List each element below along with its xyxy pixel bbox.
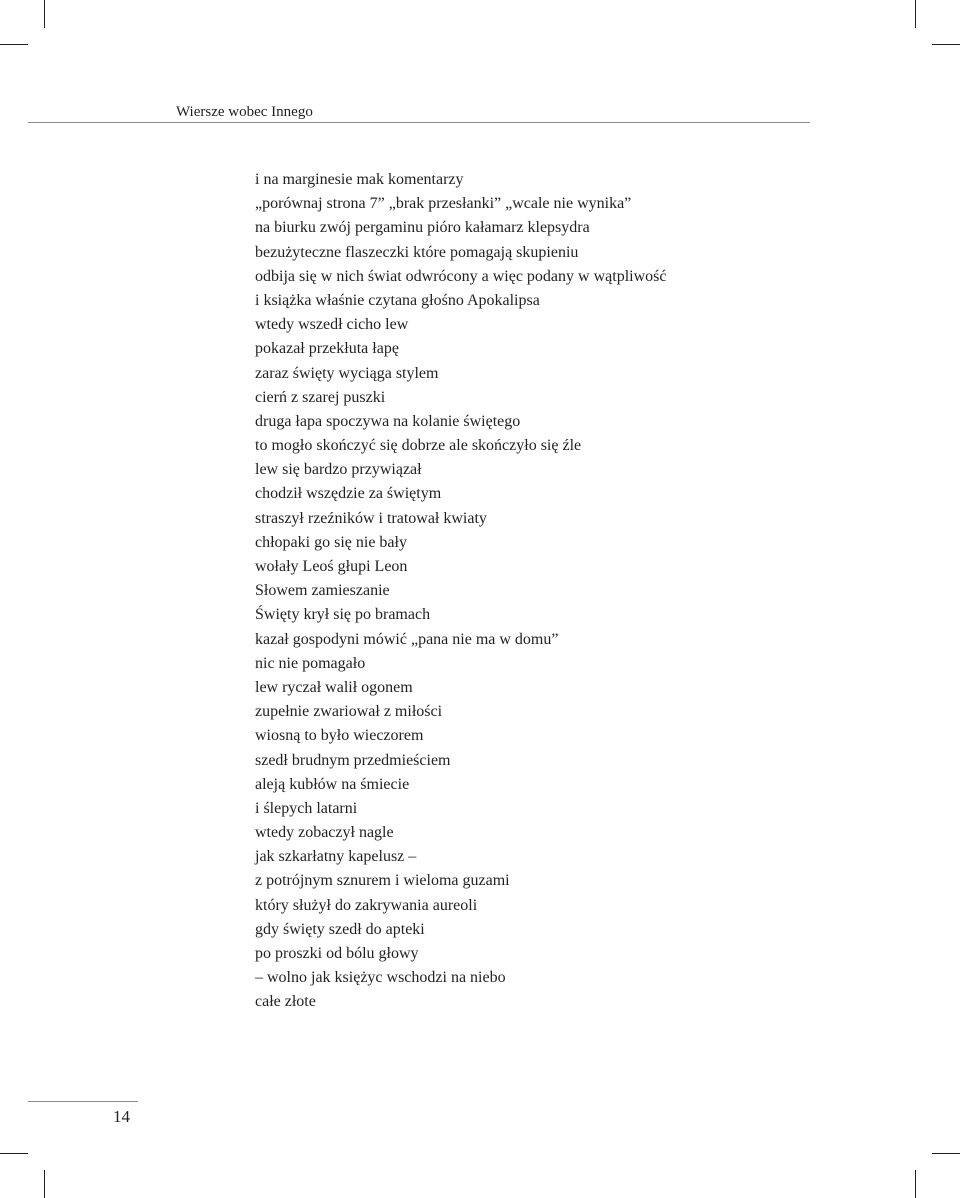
poem-line: i książka właśnie czytana głośno Apokalipsa bbox=[255, 291, 540, 309]
poem-line: z potrójnym sznurem i wieloma guzami bbox=[255, 872, 510, 890]
poem-line: wtedy zobaczył nagle bbox=[255, 824, 394, 842]
poem-line: to mogło skończyć się dobrze ale skończyło się źle bbox=[255, 437, 582, 455]
poem-line: Święty krył się po bramach bbox=[255, 606, 431, 624]
poem-line: lew ryczał walił ogonem bbox=[255, 678, 413, 696]
poem-line: jak szkarłatny kapelusz – bbox=[255, 848, 417, 866]
poem-line: po proszki od bólu głowy bbox=[255, 945, 419, 962]
poem-line: bezużyteczne flaszeczki które pomagają skupieniu bbox=[255, 243, 579, 261]
poem-line: całe złote bbox=[255, 993, 316, 1011]
poem-line: wołały Leoś głupi Leon bbox=[255, 558, 408, 575]
running-head: Wiersze wobec Innego bbox=[176, 104, 313, 120]
header-rule bbox=[28, 122, 810, 123]
poem-line: na biurku zwój pergaminu pióro kałamarz klepsydra bbox=[255, 219, 590, 237]
crop-mark-top-left-vertical bbox=[44, 0, 45, 28]
crop-mark-bottom-right-horizontal bbox=[932, 1153, 960, 1154]
crop-mark-bottom-right-vertical bbox=[915, 1170, 916, 1198]
poem-line: i ślepych latarni bbox=[255, 799, 358, 817]
poem-line: kazał gospodyni mówić „pana nie ma w domu” bbox=[255, 630, 559, 648]
crop-mark-top-right-horizontal bbox=[932, 44, 960, 45]
poem-line: straszył rzeźników i tratował kwiaty bbox=[255, 509, 487, 527]
poem-line: i na marginesie mak komentarzy bbox=[255, 171, 464, 188]
crop-mark-top-right-vertical bbox=[915, 0, 916, 28]
poem-line: gdy święty szedł do apteki bbox=[255, 920, 425, 938]
poem-line: aleją kubłów na śmiecie bbox=[255, 775, 410, 793]
poem-line: chłopaki go się nie bały bbox=[255, 533, 407, 551]
poem-line: nic nie pomagało bbox=[255, 654, 366, 672]
poem-line: szedł brudnym przedmieściem bbox=[255, 751, 451, 769]
poem-line: pokazał przekłuta łapę bbox=[255, 340, 399, 358]
poem-line: który służył do zakrywania aureoli bbox=[255, 896, 478, 914]
footer-rule bbox=[28, 1101, 138, 1102]
poem-line: lew się bardzo przywiązał bbox=[255, 461, 422, 479]
poem-line: cierń z szarej puszki bbox=[255, 388, 386, 406]
poem-line: druga łapa spoczywa na kolanie świętego bbox=[255, 412, 521, 430]
poem-text bbox=[255, 168, 666, 1015]
poem-line: wiosną to było wieczorem bbox=[255, 727, 424, 745]
poem-line: zupełnie zwariował z miłości bbox=[255, 703, 443, 721]
crop-mark-top-left-horizontal bbox=[0, 44, 28, 45]
poem-line: „porównaj strona 7” „brak przesłanki” „wcale nie wynika” bbox=[255, 195, 632, 213]
poem-line: zaraz święty wyciąga stylem bbox=[255, 364, 439, 382]
poem-line: chodził wszędzie za świętym bbox=[255, 485, 442, 503]
poem-line: wtedy wszedł cicho lew bbox=[255, 316, 409, 334]
poem-line: Słowem zamieszanie bbox=[255, 582, 390, 600]
crop-mark-bottom-left-horizontal bbox=[0, 1153, 28, 1154]
poem-line: – wolno jak księżyc wschodzi na niebo bbox=[255, 969, 506, 987]
poem-line: odbija się w nich świat odwrócony a więc podany w wątpliwość bbox=[255, 267, 667, 285]
crop-mark-bottom-left-vertical bbox=[44, 1170, 45, 1198]
page-number: 14 bbox=[113, 1107, 130, 1126]
